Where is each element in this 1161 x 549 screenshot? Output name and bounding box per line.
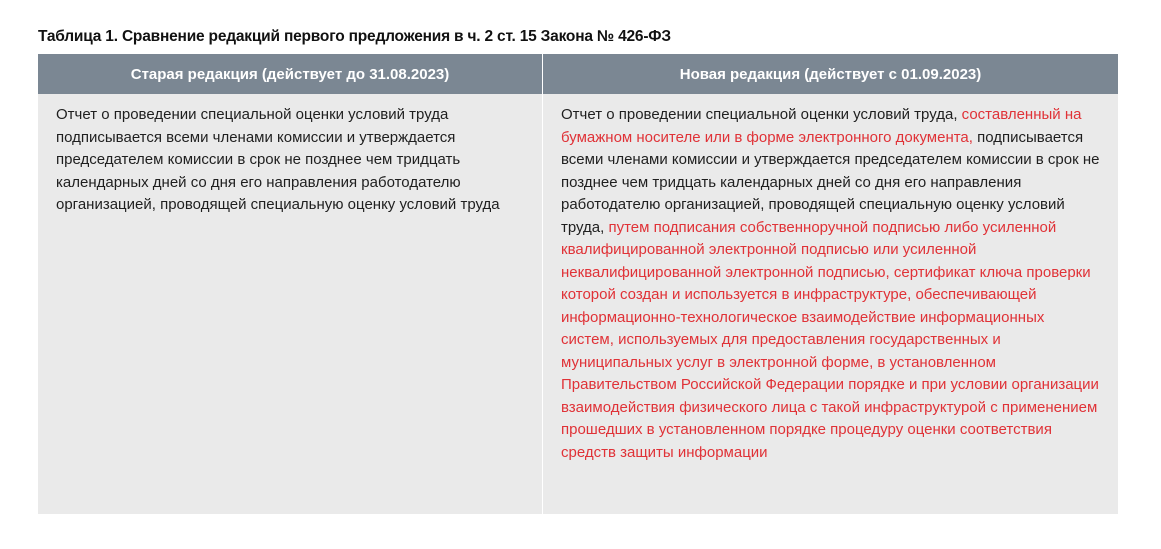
column-header-new: Новая редакция (действует с 01.09.2023) (679, 65, 982, 83)
new-text-part-added-1: составленный на бумажном носителе или в форме электронного документа, (561, 106, 1082, 146)
new-text-part-unchanged-1: Отчет о проведении специальной оценки условий труда, (561, 106, 962, 123)
table-body-row (38, 94, 1118, 514)
new-text-part-added-2: путем подписания собственноручной подписью либо усиленной квалифицированной электронной подписью или усиленной неквалифицированной электронной подписью, сертификат ключа проверки которой создан и используется в инфраструктуре, обеспечивающей информационно-технологическое взаимодействие информационных систем, используемых для предоставления государственных и муниципальных услуг в электронной форме, в установленном Правительством Российской Федерации порядке и при условии организации взаимодействия физического лица с такой инфраструктурой с применением прошедших в установленном порядке процедуру оценки соответствия средств защиты информации (561, 218, 1099, 461)
table-header-row (38, 54, 1118, 94)
table-caption: Таблица 1. Сравнение редакций первого предложения в ч. 2 ст. 15 Закона № 426-ФЗ (38, 28, 671, 45)
new-version-text (543, 94, 1118, 514)
new-text-part-unchanged-2: подписывается всеми членами комиссии и утверждается председателем комиссии в срок не позднее чем тридцать календарных дней со дня его направления работодателю организацией, проводящей специальную оценку условий труда, (561, 128, 1100, 236)
comparison-table (38, 54, 1118, 514)
old-version-text: Отчет о проведении специальной оценки условий труда подписывается всеми членами комиссии и утверждается председателем комиссии в срок не позднее чем тридцать календарных дней со дня его направления работодателю организацией, проводящей специальную оценку условий труда (38, 94, 543, 514)
column-header-old: Старая редакция (действует до 31.08.2023) (38, 54, 543, 94)
